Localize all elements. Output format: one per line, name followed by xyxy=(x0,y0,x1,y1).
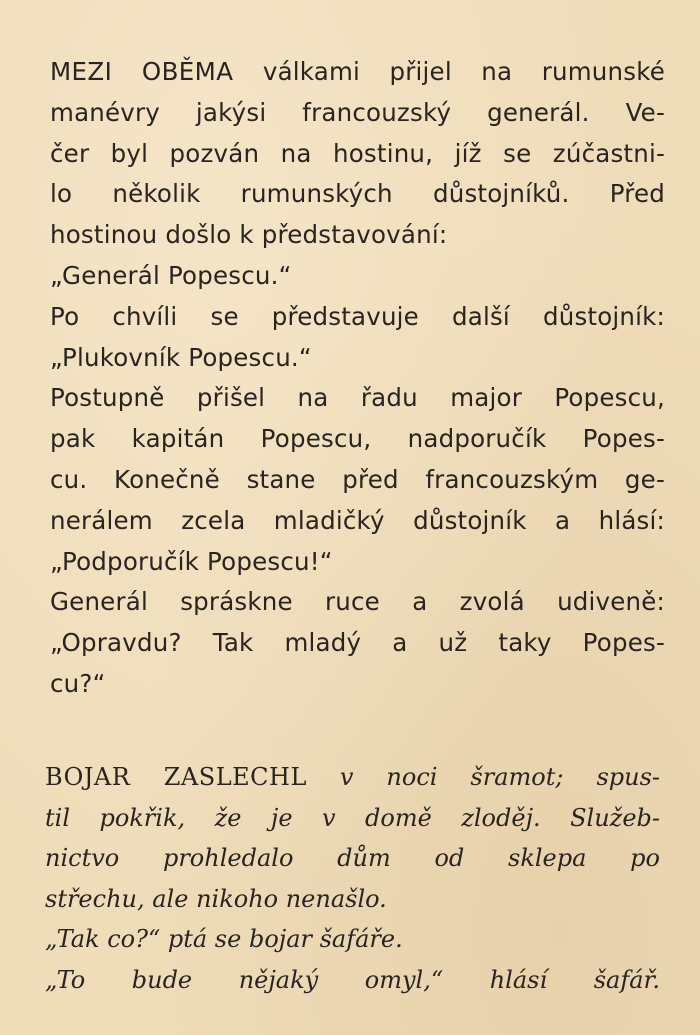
text-line: střechu, ale nikoho nenašlo. xyxy=(45,884,387,913)
anecdote-bojar xyxy=(45,757,660,1001)
text-line: „Generál Popescu.“ xyxy=(50,260,292,290)
text-line: „Tak co?“ ptá se bojar šafáře. xyxy=(45,925,403,954)
text-line: čer byl pozván na hostinu, jíž se zúčastni- xyxy=(50,138,665,168)
text-line: cu?“ xyxy=(50,668,106,698)
text-line xyxy=(45,757,660,798)
text-line: lo několik rumunských důstojníků. Před xyxy=(50,179,665,209)
text-line: „Opravdu? Tak mladý a už taky Popes- xyxy=(50,628,665,658)
text-line: pak kapitán Popescu, nadporučík Popes- xyxy=(50,424,665,454)
text-line: nictvo prohledalo dům od sklepa po xyxy=(45,844,660,873)
text-line: cu. Konečně stane před francouzským ge- xyxy=(50,464,665,494)
text-line: hostinou došlo k představování: xyxy=(50,220,448,250)
text-line: „Podporučík Popescu!“ xyxy=(50,546,333,576)
line-rest: válkami přijel na rumunské xyxy=(233,57,665,86)
lead-in-caps: BOJAR ZASLECHL xyxy=(45,763,307,791)
text-line: Postupně přišel na řadu major Popescu, xyxy=(50,383,665,413)
text-line xyxy=(50,52,665,93)
text-line: til pokřik, že je v domě zloděj. Služeb- xyxy=(45,803,660,832)
anecdote-popescu xyxy=(50,52,665,705)
text-line: „To bude nějaký omyl,“ hlásí šafář. xyxy=(45,965,660,994)
lead-in-caps: MEZI OBĚMA xyxy=(50,57,234,86)
text-line: manévry jakýsi francouzský generál. Ve- xyxy=(50,97,665,127)
text-line: Generál spráskne ruce a zvolá udiveně: xyxy=(50,587,665,617)
text-line: Po chvíli se představuje další důstojník: xyxy=(50,301,665,331)
line-rest: v noci šramot; spus- xyxy=(306,763,660,791)
text-line: „Plukovník Popescu.“ xyxy=(50,342,312,372)
text-line: nerálem zcela mladičký důstojník a hlásí: xyxy=(50,505,665,535)
